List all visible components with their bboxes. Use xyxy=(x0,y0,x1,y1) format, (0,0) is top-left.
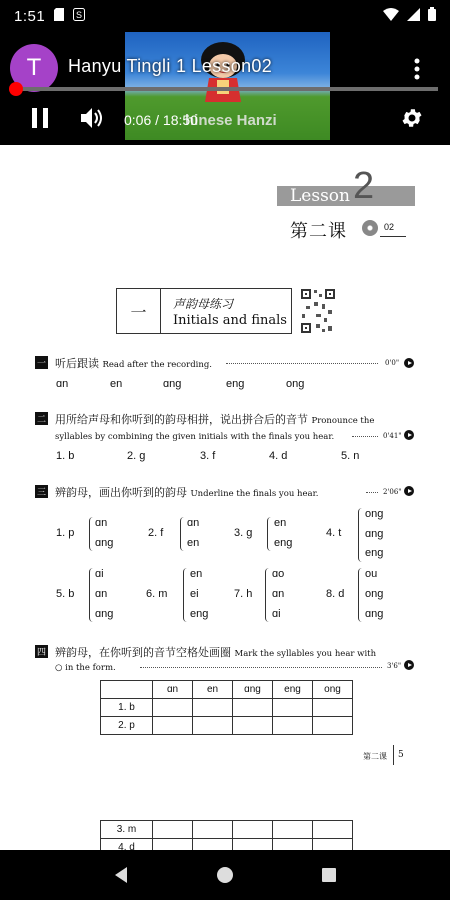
divider xyxy=(380,236,406,237)
grid-answer-cell[interactable] xyxy=(193,699,233,717)
signal-icon xyxy=(407,8,420,25)
final-option: ɑn xyxy=(95,517,108,529)
group-label: 3. g xyxy=(234,527,253,539)
grid-answer-cell[interactable] xyxy=(313,839,353,851)
final-option: eng xyxy=(365,547,384,559)
exercise-2-play-icon[interactable] xyxy=(404,430,414,440)
grid-corner-cell xyxy=(101,681,153,699)
lesson-number: 2 xyxy=(353,165,375,207)
grid-answer-cell[interactable] xyxy=(193,717,233,735)
channel-avatar[interactable]: T xyxy=(10,44,58,92)
grid-answer-cell[interactable] xyxy=(233,821,273,839)
exercise-2-instruction-line2 xyxy=(55,429,334,442)
pinyin-item: ɑn xyxy=(56,378,69,390)
qr-code-icon xyxy=(300,288,336,334)
initial-item: 4. d xyxy=(269,450,288,462)
exercise-2-instruction-cn: 用所给声母和你听到的韵母相拼，说出拼合后的音节 xyxy=(55,413,308,426)
status-time: 1:51 xyxy=(14,7,46,25)
brace xyxy=(89,568,94,622)
grid-answer-cell[interactable] xyxy=(313,699,353,717)
initial-item: 1. b xyxy=(56,450,75,462)
wifi-icon xyxy=(383,8,399,25)
pause-icon[interactable] xyxy=(30,106,50,130)
progress-bar[interactable] xyxy=(15,87,438,91)
brace xyxy=(265,568,270,622)
exercise-4-duration: 3'6" xyxy=(387,662,402,670)
lesson-title-cn: 第二课 xyxy=(290,221,347,242)
table-row xyxy=(101,821,353,839)
grid-answer-cell[interactable] xyxy=(233,839,273,851)
leader-dots xyxy=(140,667,382,668)
initial-item: 5. n xyxy=(341,450,360,462)
exercise-3-instruction-cn: 辨韵母，画出你听到的韵母 xyxy=(55,486,187,499)
pinyin-item: ɑng xyxy=(163,378,182,390)
grid-header-row xyxy=(101,681,353,699)
final-option: ɑo xyxy=(272,568,285,580)
group-label: 4. t xyxy=(326,527,342,539)
grid-answer-cell[interactable] xyxy=(273,699,313,717)
grid-header-cell: eng xyxy=(273,681,313,699)
exercise-3-duration: 2'06" xyxy=(383,488,402,496)
final-option: ɑng xyxy=(95,608,114,620)
final-option: ou xyxy=(365,568,378,580)
exercise-2-number: 二 xyxy=(35,412,48,425)
pinyin-item: eng xyxy=(226,378,245,390)
exercise-1-instruction xyxy=(55,355,212,371)
scrubber-handle[interactable] xyxy=(9,82,23,96)
brace xyxy=(183,568,188,622)
grid-answer-cell[interactable] xyxy=(273,839,313,851)
final-option: ei xyxy=(190,588,199,600)
final-option: ɑn xyxy=(95,588,108,600)
textbook-page[interactable] xyxy=(0,145,450,850)
grid-header-cell: ɑng xyxy=(233,681,273,699)
section-title-cn: 声韵母练习 xyxy=(173,297,234,311)
final-option: ɑng xyxy=(365,528,384,540)
table-row xyxy=(101,839,353,851)
audio-cd-icon xyxy=(362,220,378,236)
exercise-4-instruction-en-2: ○ in the form. xyxy=(55,663,116,673)
final-option: eng xyxy=(190,608,209,620)
grid-answer-cell[interactable] xyxy=(193,821,233,839)
exercise-1-instruction-cn: 听后跟读 xyxy=(55,357,99,370)
video-title: Hanyu Tingli 1 Lesson02 xyxy=(68,56,273,76)
grid-answer-cell[interactable] xyxy=(273,821,313,839)
exercise-1-instruction-en: Read after the recording. xyxy=(102,360,212,370)
battery-icon xyxy=(428,7,436,25)
group-label: 5. b xyxy=(56,588,75,600)
grid-answer-cell[interactable] xyxy=(313,717,353,735)
answer-grid xyxy=(100,680,353,735)
final-option: ong xyxy=(365,508,384,520)
final-option: eng xyxy=(274,537,293,549)
table-row xyxy=(101,699,353,717)
exercise-2-instruction-en-2: syllables by combining the given initials with the finals you hear. xyxy=(55,432,335,442)
time-display: 0:06 / 18:50 xyxy=(124,112,198,128)
group-label: 7. h xyxy=(234,588,253,600)
group-label: 6. m xyxy=(146,588,168,600)
brace xyxy=(358,568,363,622)
exercise-1-play-icon[interactable] xyxy=(404,358,414,368)
section-header xyxy=(116,288,292,334)
initial-item: 2. g xyxy=(127,450,146,462)
grid-row-label: 3. m xyxy=(101,821,153,839)
exercise-3-number: 三 xyxy=(35,485,48,498)
exercise-3-instruction xyxy=(55,484,318,500)
grid-row-label: 4. d xyxy=(101,839,153,851)
final-option: ɑi xyxy=(95,568,104,580)
leader-dots xyxy=(352,436,378,437)
grid-row-label: 2. p xyxy=(101,717,153,735)
recents-icon[interactable] xyxy=(321,867,337,883)
navigation-bar xyxy=(0,850,450,900)
lesson-word: Lesson xyxy=(290,186,350,206)
leader-dots xyxy=(366,492,378,493)
exercise-4-instruction xyxy=(55,644,376,660)
exercise-4-instruction-cn: 辨韵母，在你听到的音节空格处画圈 xyxy=(55,646,231,659)
exercise-4-number: 四 xyxy=(35,645,48,658)
final-option: ɑng xyxy=(365,608,384,620)
exercise-2-duration: 0'41" xyxy=(383,432,402,440)
grid-header-cell: ɑn xyxy=(153,681,193,699)
grid-answer-cell[interactable] xyxy=(153,821,193,839)
settings-gear-icon[interactable] xyxy=(400,106,424,130)
final-option: en xyxy=(274,517,287,529)
brace xyxy=(89,517,94,551)
exercise-3-play-icon[interactable] xyxy=(404,486,414,496)
group-label: 1. p xyxy=(56,527,75,539)
track-number: 02 xyxy=(384,222,395,232)
exercise-1-number: 一 xyxy=(35,356,48,369)
final-option: ɑn xyxy=(187,517,200,529)
final-option: ong xyxy=(365,588,384,600)
grid-header-cell: en xyxy=(193,681,233,699)
brace xyxy=(267,517,272,551)
status-bar xyxy=(0,0,450,32)
grid-answer-cell[interactable] xyxy=(153,839,193,851)
home-icon[interactable] xyxy=(216,866,234,884)
brace xyxy=(180,517,185,551)
final-option: en xyxy=(187,537,200,549)
grid-answer-cell[interactable] xyxy=(313,821,353,839)
exercise-4-instruction-line2 xyxy=(55,660,116,673)
back-icon[interactable] xyxy=(113,866,129,884)
grid-row-label: 1. b xyxy=(101,699,153,717)
grid-answer-cell[interactable] xyxy=(153,717,193,735)
table-row xyxy=(101,717,353,735)
grid-answer-cell[interactable] xyxy=(273,717,313,735)
more-options-icon[interactable] xyxy=(414,58,420,80)
exercise-4-instruction-en: Mark the syllables you hear with xyxy=(234,649,377,659)
video-player[interactable] xyxy=(0,32,450,145)
grid-answer-cell[interactable] xyxy=(233,699,273,717)
page-footer-lesson: 第二课 xyxy=(363,752,387,761)
divider xyxy=(393,745,394,765)
thumbnail-caption: hinese Hanzi xyxy=(185,112,277,129)
grid-answer-cell[interactable] xyxy=(193,839,233,851)
pinyin-item: ong xyxy=(286,378,305,390)
media-s-icon xyxy=(73,8,85,25)
final-option: en xyxy=(190,568,203,580)
pinyin-item: en xyxy=(110,378,123,390)
section-number: 一 xyxy=(117,289,161,333)
svg-text:S: S xyxy=(76,9,83,20)
volume-icon[interactable] xyxy=(79,106,105,130)
leader-dots xyxy=(226,363,378,364)
brace xyxy=(358,508,363,562)
exercise-2-instruction-en: Pronounce the xyxy=(311,416,375,426)
sim-card-icon xyxy=(54,8,64,25)
final-option: ɑn xyxy=(272,588,285,600)
group-label: 8. d xyxy=(326,588,345,600)
exercise-3-instruction-en: Underline the finals you hear. xyxy=(190,489,319,499)
exercise-1-duration: 0'0" xyxy=(385,359,400,367)
exercise-2-instruction xyxy=(55,411,374,427)
answer-grid-continued xyxy=(100,820,353,850)
group-label: 2. f xyxy=(148,527,164,539)
final-option: ɑi xyxy=(272,608,281,620)
grid-answer-cell[interactable] xyxy=(233,717,273,735)
initial-item: 3. f xyxy=(200,450,216,462)
final-option: ɑng xyxy=(95,537,114,549)
grid-header-cell: ong xyxy=(313,681,353,699)
page-number: 5 xyxy=(398,750,404,760)
exercise-4-play-icon[interactable] xyxy=(404,660,414,670)
section-title-en: Initials and finals xyxy=(173,313,287,328)
grid-answer-cell[interactable] xyxy=(153,699,193,717)
